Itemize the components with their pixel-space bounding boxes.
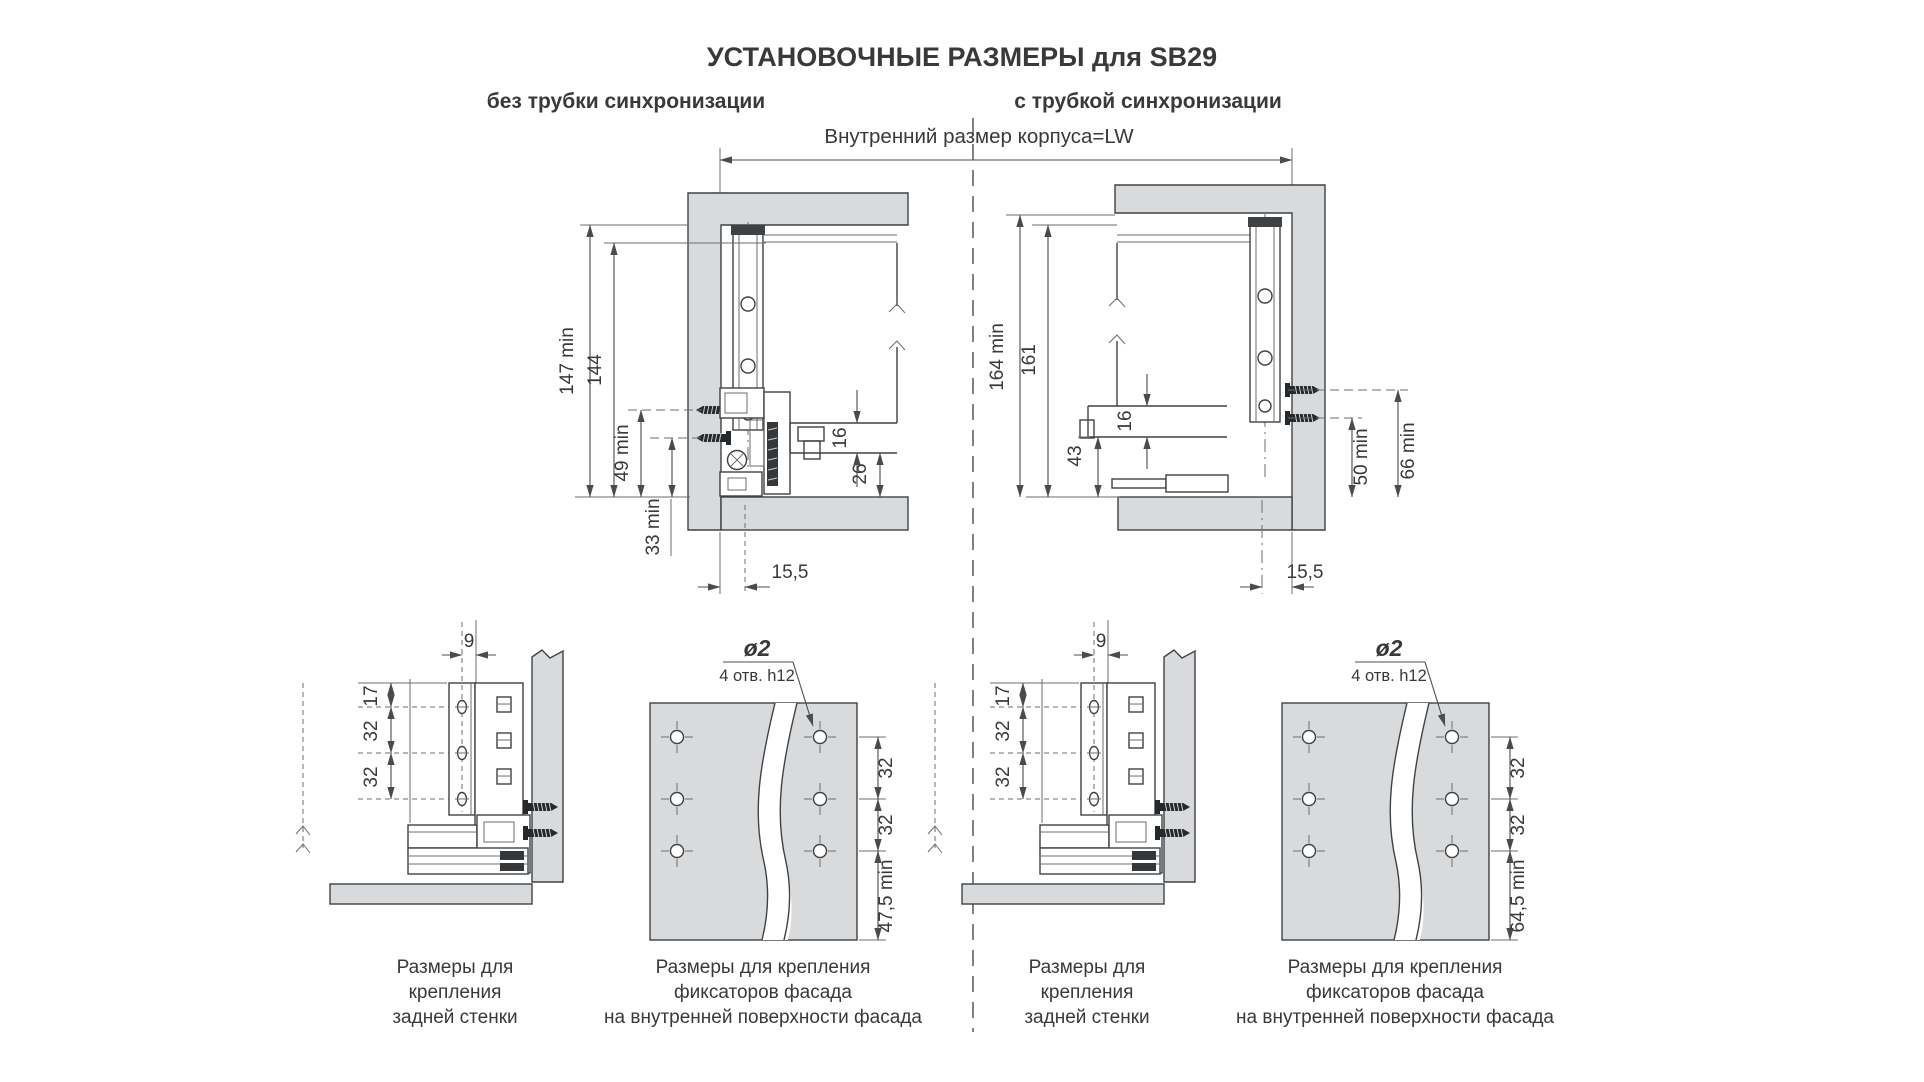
cabinet-bottom-panel [1118,497,1292,530]
dim-top-offset: 17 [993,685,1014,707]
section-with-tube [987,185,1924,594]
caption-line: крепления [1040,982,1134,1003]
dim-top-offset: 17 [361,685,382,707]
section-without-tube [557,193,908,594]
dim-hole-pitch-2: 32 [1508,814,1529,836]
caption-back-wall-right [1024,957,1149,1028]
back-wall-diagram-left [296,620,563,904]
dim-bottom-clearance: 26 [850,463,871,485]
hole-note-label: 4 отв. h12 [1351,667,1427,685]
caption-line: Размеры для [1028,957,1146,978]
dim-side-offset: 9 [463,631,475,652]
dim-rail-offset: 15,5 [771,562,809,583]
page-title: УСТАНОВОЧНЫЕ РАЗМЕРЫ для SB29 [706,42,1218,72]
facade-plate-diagram-right [1282,662,1518,940]
caption-line: на внутренней поверхности фасада [604,1007,922,1028]
dim-bottom-clearance: 43 [1065,445,1086,467]
facade-plate-diagram-left [650,662,886,940]
dim-cabinet-height-min: 164 min [987,323,1008,391]
dim-lower-screw: 33 min [643,498,664,556]
dim-rail-offset: 15,5 [1286,562,1324,583]
dim-hole-pitch-1: 32 [993,720,1014,742]
caption-line: крепления [408,982,502,1003]
back-wall-diagram-right [928,620,1195,904]
caption-line: Размеры для крепления [1287,957,1503,978]
caption-line: фиксаторов фасада [1306,982,1484,1003]
break-symbol [1109,298,1125,344]
caption-line: Размеры для [396,957,514,978]
subtitle-with-tube: с трубкой синхронизации [1014,90,1282,113]
break-symbol [889,304,905,350]
dim-hole-pitch-2: 32 [361,766,382,788]
caption-facade-left [604,957,922,1028]
dim-upper-screw: 66 min [1398,422,1419,480]
cabinet-bottom-panel [721,497,908,530]
dim-drawer-height: 161 [1019,344,1040,376]
caption-line: фиксаторов фасада [674,982,852,1003]
drawer-slide-rail [731,222,765,486]
hole-diameter-label: ø2 [743,635,771,661]
dim-bottom-thickness: 16 [1115,410,1136,432]
caption-line: Размеры для крепления [655,957,871,978]
dim-bottom-thickness: 16 [830,427,851,449]
synchronization-tube [1112,475,1228,492]
subtitle-without-tube: без трубки синхронизации [486,90,766,113]
caption-facade-right [1236,957,1554,1028]
dim-bottom-offset: 64,5 min [1508,859,1529,933]
hole-diameter-label: ø2 [1375,635,1403,661]
lw-dimension-label: Внутренний размер корпуса=LW [824,125,1134,148]
caption-line: на внутренней поверхности фасада [1236,1007,1554,1028]
dim-cabinet-height-min: 147 min [557,327,578,395]
drawer-bottom-panel [1080,406,1227,438]
caption-line: задней стенки [1024,1007,1150,1028]
dim-side-offset: 9 [1095,631,1107,652]
dim-upper-screw: 49 min [612,424,633,482]
dim-hole-pitch-1: 32 [876,757,897,779]
dim-bottom-offset: 47,5 min [876,859,897,933]
dim-hole-pitch-1: 32 [361,720,382,742]
dim-hole-pitch-2: 32 [993,766,1014,788]
hole-note-label: 4 отв. h12 [719,667,795,685]
dim-hole-pitch-1: 32 [1508,757,1529,779]
dim-drawer-height: 144 [585,354,606,386]
drawer-slide-rail [1248,214,1282,478]
caption-line: задней стенки [392,1007,518,1028]
dim-hole-pitch-2: 32 [876,814,897,836]
caption-back-wall-left [392,957,517,1028]
dim-lower-screw: 50 min [1351,428,1372,486]
